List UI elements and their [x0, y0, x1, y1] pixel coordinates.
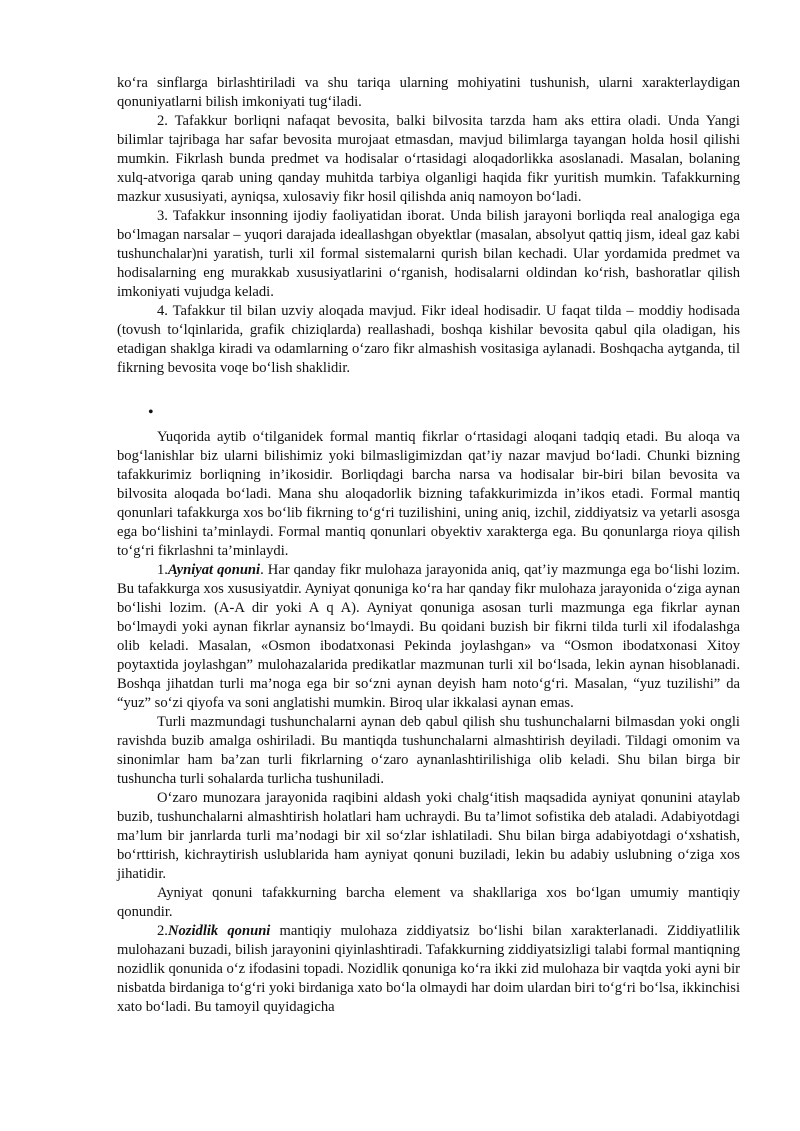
item-number: 1.: [157, 562, 168, 578]
paragraph-noncontradiction-law: [117, 922, 740, 1017]
paragraph-continuation: ko‘ra sinflarga birlashtiriladi va shu tariqa ularning mohiyatini tushunish, ularni xarakterlaydigan qonuniyatlarni bilish imkoniyati tug‘iladi.: [117, 75, 740, 110]
paragraph-point-3: 3. Tafakkur insonning ijodiy faoliyatidan iborat. Unda bilish jarayoni borliqda real analogiga ega bo‘lmagan narsalar – yuqori darajada ideallashgan obyektlar (masalan, absolyut qattiq jism, ideal gaz kabi tushunchalar)ni yaratish, turli xil formal sistemalarni qurish bilan kechadi. Ular yordamida predmet va hodisalarning eng murakkab xususiyatlarini o‘rganish, hodisalarni oldindan ko‘rish, bashoratlar qilish imkoniyati vujudga keladi.: [117, 208, 740, 300]
term-noncontradiction-law: Nozidlik qonuni: [167, 923, 271, 939]
section-gap: [117, 378, 740, 398]
bullet-mark: •: [148, 404, 154, 421]
paragraph-point-4: 4. Tafakkur til bilan uzviy aloqada mavjud. Fikr ideal hodisadir. U faqat tilda – moddiy hodisada (tovush to‘lqinlarida, grafik chiziqlarda) reallashadi, boshqa kishilar bevosita qabul qila oladigan, his etadigan shaklga kiradi va odamlarning o‘zaro fikr almashish vositasiga aylanadi. Boshqacha aytganda, til fikrning bevosita voqe bo‘lish shaklidir.: [117, 303, 740, 376]
paragraph-body: mantiqiy mulohaza ziddiyatsiz bo‘lishi bilan xarakterlanadi. Ziddiyatlilik mulohazani buzadi, bilish jarayonini qiyinlashtiradi. Tafakkurning ziddiyatsizligi talabi formal mantiqning nozidlik qonunida o‘z ifodasini topadi. Nozidlik qonuniga ko‘ra ikki zid mulohaza bir vaqtda yoki ayni bir nisbatda birdaniga to‘g‘ri yoki birdaniga xato bo‘la olmaydi har doim ulardan biri to‘g‘ri bo‘lsa, ikkinchisi xato bo‘ladi. Bu tamoyil quyidagicha: [117, 923, 741, 1015]
paragraph-formal-logic-intro: Yuqorida aytib o‘tilganidek formal mantiq fikrlar o‘rtasidagi aloqani tadqiq etadi. Bu aloqa va bog‘lanishlar biz ularni bilishimiz yoki bilmasligimizdan qat’iy nazar mavjud bo‘ladi. Chunki bizning tafakkurimiz borliqning in’ikosidir. Borliqdagi barcha narsa va hodisalar bir-biri bilan bevosita va bilvosita aloqada bo‘ladi. Mana shu aloqadorlik bizning tafakkurimizda in’ikos etadi. Formal mantiq qonunlari tafakkurga xos bo‘lib fikrning to‘g‘ri tuzilishini, uning aniq, izchil, ziddiyatsiz va yetarli asosga ega bo‘lishini ta’minlaydi. Formal mantiq qonunlari obyektiv xarakterga ega. Bu qonunlarga rioya qilish to‘g‘ri fikrlashni ta’minlaydi.: [117, 429, 740, 559]
paragraph-identity-summary: Ayniyat qonuni tafakkurning barcha element va shakllariga xos bo‘lgan umumiy mantiqiy qonundir.: [117, 885, 740, 920]
paragraph-point-2: 2. Tafakkur borliqni nafaqat bevosita, balki bilvosita tarzda ham aks ettira oladi. Unda Yangi bilimlar tajribaga har safar bevosita murojaat etmasdan, mavjud bilimlarga tayangan holda hosil qilishi mumkin. Fikrlash bunda predmet va hodisalar o‘rtasidagi aloqadorlikka asoslanadi. Masalan, bolaning xulq-atvoriga qarab uning qanday muhitda tarbiya olganligi haqida fikr yuritish mumkin. Tafakkurning mazkur xususiyati, ayniqsa, xulosaviy fikr hosil qilishda aniq namoyon bo‘ladi.: [117, 113, 740, 205]
paragraph-sophistry: O‘zaro munozara jarayonida raqibini aldash yoki chalg‘itish maqsadida ayniyat qonunini ataylab buzib, tushunchalarni almashtirish holatlari ham uchraydi. Bu ta’limot sofistika deb ataladi. Adabiyotdagi ma’lum bir janrlarda turli ma’nodagi bir xil so‘zlar ishlatiladi. Shu bilan birga adabiyotdagi o‘xshatish, bo‘rttirish, kichraytirish uslublarida ham ayniyat qonuni buziladi, lekin bu adabiy uslubning o‘ziga xos jihatidir.: [117, 790, 740, 882]
item-number: 2.: [157, 923, 168, 939]
paragraph-identity-law: [117, 561, 740, 713]
paragraph-body: . Har qanday fikr mulohaza jarayonida aniq, qat’iy mazmunga ega bo‘lishi lozim. Bu tafakkurga xos xususiyatdir. Ayniyat qonuniga ko‘ra har qanday fikr mulohaza jarayonida o‘ziga aynan bo‘lishi lozim. (A-A dir yoki A q A). Ayniyat qonuniga asosan turli mazmunga ega fikrlar aynan bo‘lmaydi yoki aynan fikrlar aynansiz bo‘lmaydi. Bu qoidani buzish bir fikrni tilda turli xil ifodalashga olib keladi. Masalan, «Osmon ibodatxonasi Pekinda joylashgan» va “Osmon ibodatxonasi Xitoy poytaxtida joylashgan” mulohazalarida predikatlar mazmunan turli xil bo‘lsada, lekin aynan hisoblanadi. Boshqa jihatdan turli ma’noga ega bir so‘zni aynan deyish ham noto‘g‘ri. Masalan, “yuz tuzilishi” da “yuz” so‘zi qiyofa va soni anglatishi mumkin. Biroq ular ikkalasi aynan emas.: [117, 562, 740, 711]
term-identity-law: Ayniyat qonuni: [167, 562, 261, 578]
paragraph-concept-substitution: Turli mazmundagi tushunchalarni aynan deb qabul qilish shu tushunchalarni bilmasdan yoki ongli ravishda buzib amalga oshiriladi. Bu mantiqda tushunchalarni almashtirish deyiladi. Tildagi omonim va sinonimlar ham ba’zan turli fikrlarning o‘zaro aynanlashtirilishiga olib keladi. Shu bilan birga bir tushuncha turli sohalarda turlicha tushuniladi.: [117, 714, 740, 787]
